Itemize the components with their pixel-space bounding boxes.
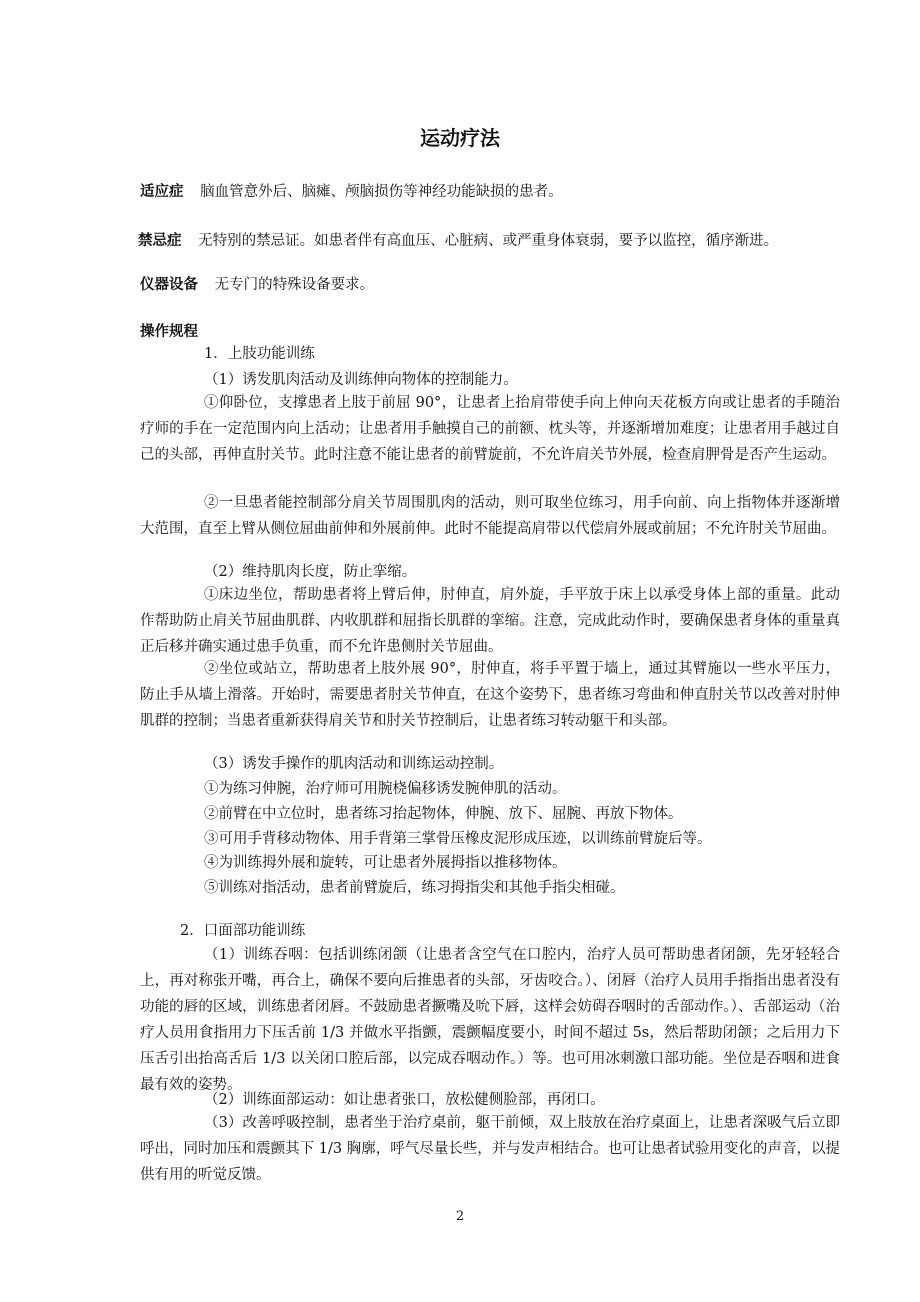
s1-item2: （2）维持肌肉长度，防止挛缩。: [204, 564, 417, 580]
s2-item3: （3）改善呼吸控制，患者坐于治疗桌前，躯干前倾，双上肢放在治疗桌面上，让患者深吸气后立即呼出，同时加压和震颤其下 1/3 胸廓，呼气尽量长些，并与发声相结合。也可让患者试验用变化的声音，以提供有用的听觉反馈。: [140, 1115, 840, 1183]
contraindications-text: 无特别的禁忌证。如患者伴有高血压、心脏病、或严重身体衰弱，要予以监控，循序渐进。: [198, 233, 779, 249]
equipment-label: 仪器设备: [140, 277, 198, 293]
s1-item3-c: ③可用手背移动物体、用手背第三掌骨压橡皮泥形成压迹，以训练前臂旋后等。: [204, 831, 712, 847]
procedure-heading: 操作规程: [140, 324, 198, 340]
indications-row: [140, 182, 563, 202]
s1-item1-a: ①仰卧位，支撑患者上肢于前屈 90°，让患者上抬肩带使手向上伸向天花板方向或让患者的手随治疗师的手在一定范围内向上活动；让患者用手触摸自己的前额、枕头等，并逐渐增加难度；让患者用手越过自己的头部，再伸直肘关节。此时注意不能让患者的前臂旋前，不允许肩关节外展，检查肩胛骨是否产生运动。: [140, 395, 840, 463]
s1-item1-b: ②一旦患者能控制部分肩关节周围肌肉的活动，则可取坐位练习，用手向前、向上指物体并逐渐增大范围，直至上臂从侧位屈曲前伸和外展前伸。此时不能提高肩带以代偿肩外展或前屈；不允许肘关节屈曲。: [140, 495, 840, 537]
contraindications-label: 禁忌症: [138, 233, 182, 249]
s1-item3-b: ②前臂在中立位时，患者练习抬起物体，伸腕、放下、屈腕、再放下物体。: [204, 806, 683, 822]
s1-item2-b: ②坐位或站立，帮助患者上肢外展 90°，肘伸直，将手平置于墙上，通过其臂施以一些水平压力，防止手从墙上滑落。开始时，需要患者肘关节伸直，在这个姿势下，患者练习弯曲和伸直肘关节以改善对肘伸肌群的控制；当患者重新获得肩关节和肘关节控制后，让患者练习转动躯干和头部。: [140, 661, 840, 729]
section2-title: 2．口面部功能训练: [180, 923, 306, 939]
s2-item1: （1）训练吞咽：包括训练闭颌（让患者含空气在口腔内，治疗人员可帮助患者闭颌，先牙轻轻合上，再对称张开嘴，再合上，确保不要向后推患者的头部，牙齿咬合。）、闭唇（治疗人员用手指指出患者没有功能的唇的区域，训练患者闭唇。不鼓励患者撅嘴及吮下唇，这样会妨碍吞咽时的舌部动作。）、舌部运动（治疗人员用食指用力下压舌前 1/3 并做水平指颤，震颤幅度要小，时间不超过 5s，然后帮助闭颌；之后用力下压舌引出抬高舌后 1/3 以关闭口腔后部，以完成吞咽动作。）等。也可用冰刺激口部功能。坐位是吞咽和进食最有效的姿势。: [140, 947, 840, 1093]
section1-title: 1．上肢功能训练: [204, 346, 315, 362]
page-number: 2: [455, 1209, 465, 1224]
s1-item3: （3）诱发手操作的肌肉活动和训练运动控制。: [204, 756, 504, 772]
s1-item3-e: ⑤训练对指活动，患者前臂旋后，练习拇指尖和其他手指尖相碰。: [204, 880, 625, 896]
indications-label: 适应症: [140, 184, 184, 200]
s1-item3-a: ①为练习伸腕，治疗师可用腕桡偏移诱发腕伸肌的活动。: [204, 781, 567, 797]
s1-item2-a: ①床边坐位，帮助患者将上臂后伸，肘伸直，肩外旋，手平放于床上以承受身体上部的重量。此动作帮助防止肩关节屈曲肌群、内收肌群和屈指长肌群的挛缩。注意，完成此动作时，要确保患者身体的重量真正后移并确实通过患手负重，而不允许患侧肘关节屈曲。: [140, 587, 840, 655]
s1-item1: （1）诱发肌肉活动及训练伸向物体的控制能力。: [204, 372, 518, 388]
s1-item3-d: ④为训练拇外展和旋转，可让患者外展拇指以推移物体。: [204, 855, 567, 871]
equipment-row: [140, 275, 374, 295]
contraindications-row: [138, 231, 778, 251]
equipment-text: 无专门的特殊设备要求。: [214, 277, 375, 293]
page-title: 运动疗法: [420, 126, 500, 150]
s2-item2: （2）训练面部运动：如让患者张口，放松健侧脸部，再闭口。: [204, 1092, 605, 1108]
indications-text: 脑血管意外后、脑瘫、颅脑损伤等神经功能缺损的患者。: [200, 184, 563, 200]
